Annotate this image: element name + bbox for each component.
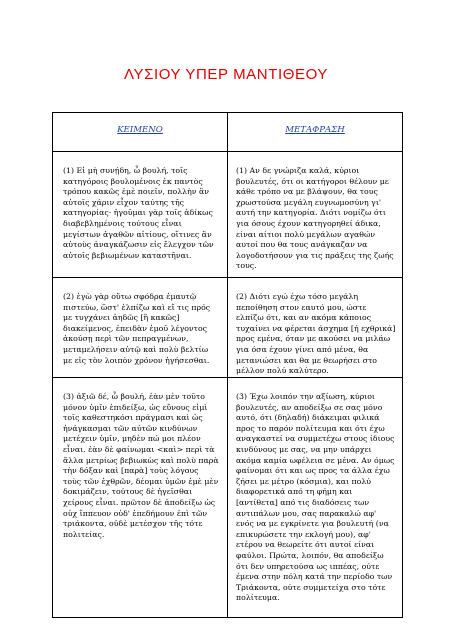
translation-cell bbox=[228, 152, 403, 278]
text-translation-table bbox=[52, 112, 403, 618]
translation-paragraph-1: (1) Αν δε γνώριζα καλά, κύριοι βουλευτές, ότι οι κατήγοροι θέλουν με κάθε τρόπο να με βλάψουν, θα τους χρωστούσα μεγάλη ευγνωμοσύνη γι' αυτή την κατηγορία. Διότι νομίζω ότι για όσους έχουν κατηγορηθεί άδικα, είναι αίτιοι πολύ μεγάλων αγαθών αυτοί που θα τους ανάγκαζαν να λογοδοτήσουν για τις πράξεις της ζωής τους. bbox=[236, 166, 394, 271]
translation-paragraph-3: (3) Έχω λοιπόν την αξίωση, κύριοι βουλευτές, αν αποδείξω σε σας μόνο αυτό, ότι (δηλαδή) διάκειμαι φιλικά προς το παρόν πολίτευμα και ότι έχω αναγκαστεί να συμμετέχω στους ίδιους κινδύνους με σας, να μην υπάρχει ακόμα καμία ωφέλεια σε μένα. Αν όμως φαίνομαι ότι και ως προς τα άλλα έχω ζήσει με μέτρο (κόσμια), και πολύ διαφορετικά από τη φήμη και [αντίθετα] από τις διαδόσεις των αντιπάλων μου, σας παρακαλώ αφ' ενός να με εγκρίνετε για βουλευτή (να επικυρώσετε την εκλογή μου), αφ' ετέρου να θεωρείτε ότι αυτοί είναι φαύλοι. Πρώτα, λοιπόν, θα αποδείξω ότι δεν υπηρετούσα ως ιππέας, ούτε έμενα στην πόλη κατά την περίοδο των Τριάκοντα, ούτε συμμετείχα στο τότε πολίτευμα. bbox=[236, 392, 395, 603]
greek-paragraph-3: (3) ἀξιῶ δέ, ὦ βουλή, ἐὰν μὲν τοῦτο μόνον ὑμῖν ἐπιδείξω, ὡς εὔνους εἰμὶ τοῖς καθεστηκόσι πράγμασι καὶ ὡς ἠνάγκασμαι τῶν αὐτῶν κινδύνων μετέχειν ὑμῖν, μηδὲν πώ μοι πλέον εἶναι. ἐὰν δὲ φαίνωμαι <καὶ> περὶ τὰ ἄλλα μετρίως βεβιωκὼς καὶ πολὺ παρὰ τὴν δόξαν καὶ [παρὰ] τοὺς λόγους τοὺς τῶν ἐχθρῶν, δέομαι ὑμῶν ἐμὲ μὲν δοκιμάζειν, τούτους δὲ ἡγεῖσθαι χείρους εἶναι. πρῶτον δὲ ἀποδείξω ὡς οὐχ ἵππευον οὐδ' ἐπεδήμουν ἐπὶ τῶν τριάκοντα, οὐδὲ μετέσχον τῆς τότε πολιτείας. bbox=[63, 392, 219, 539]
table-row bbox=[53, 378, 403, 618]
greek-text-cell bbox=[53, 378, 228, 618]
table-header-row bbox=[53, 113, 403, 152]
translation-cell bbox=[228, 278, 403, 378]
greek-paragraph-2: (2) ἐγὼ γὰρ οὕτω σφόδρα ἐμαυτῷ πιστεύω, ὥστ' ἐλπίζω καὶ εἴ τις πρός με τυγχάνει ἀηδῶς [ἢ κακῶς] διακείμενος, ἐπειδὰν ἐμοῦ λέγοντος ἀκούσῃ περὶ τῶν πεπραγμένων, μεταμελήσειν αὐτῷ καὶ πολὺ βελτίω με εἰς τὸν λοιπὸν χρόνον ἡγήσεσθαι. bbox=[63, 292, 211, 365]
translation-cell bbox=[228, 378, 403, 618]
column-header-translation: ΜΕΤΑΦΡΑΣΗ bbox=[228, 113, 403, 152]
translation-paragraph-2: (2) Διότι εγώ έχω τόσο μεγάλη πεποίθηση στον εαυτό μου, ώστε ελπίζω ότι, και αν ακόμα κάποιος τυχαίνει να φέρεται άσχημα [ή εχθρικά] προς εμένα, όταν με ακούσει να μιλάω για όσα έχουν γίνει από μένα, θα μετανιώσει και θα με θεωρήσει στο μέλλον πολύ καλύτερο. bbox=[236, 292, 396, 376]
greek-text-cell bbox=[53, 278, 228, 378]
column-header-text: ΚΕΙΜΕΝΟ bbox=[53, 113, 228, 152]
table-row bbox=[53, 152, 403, 278]
greek-text-cell bbox=[53, 152, 228, 278]
greek-paragraph-1: (1) Εἰ μὴ συνῄδη, ὦ βουλή, τοῖς κατηγόροις βουλομένοις ἐκ παντὸς τρόπου κακῶς ἐμὲ ποιεῖν, πολλὴν ἂν αὐτοῖς χάριν εἶχον ταύτης τῆς κατηγορίας· ἡγοῦμαι γὰρ τοῖς ἀδίκως διαβεβλημένοις τούτους εἶναι μεγίστων ἀγαθῶν αἰτίους, οἵτινες ἂν αὐτοὺς ἀναγκάζωσιν εἰς ἔλεγχον τῶν αὐτοῖς βεβιωμένων καταστῆναι. bbox=[63, 166, 214, 260]
document-title: ΛΥΣΙΟΥ ΥΠΕΡ ΜΑΝΤΙΘΕΟΥ bbox=[123, 66, 329, 83]
table-row bbox=[53, 278, 403, 378]
